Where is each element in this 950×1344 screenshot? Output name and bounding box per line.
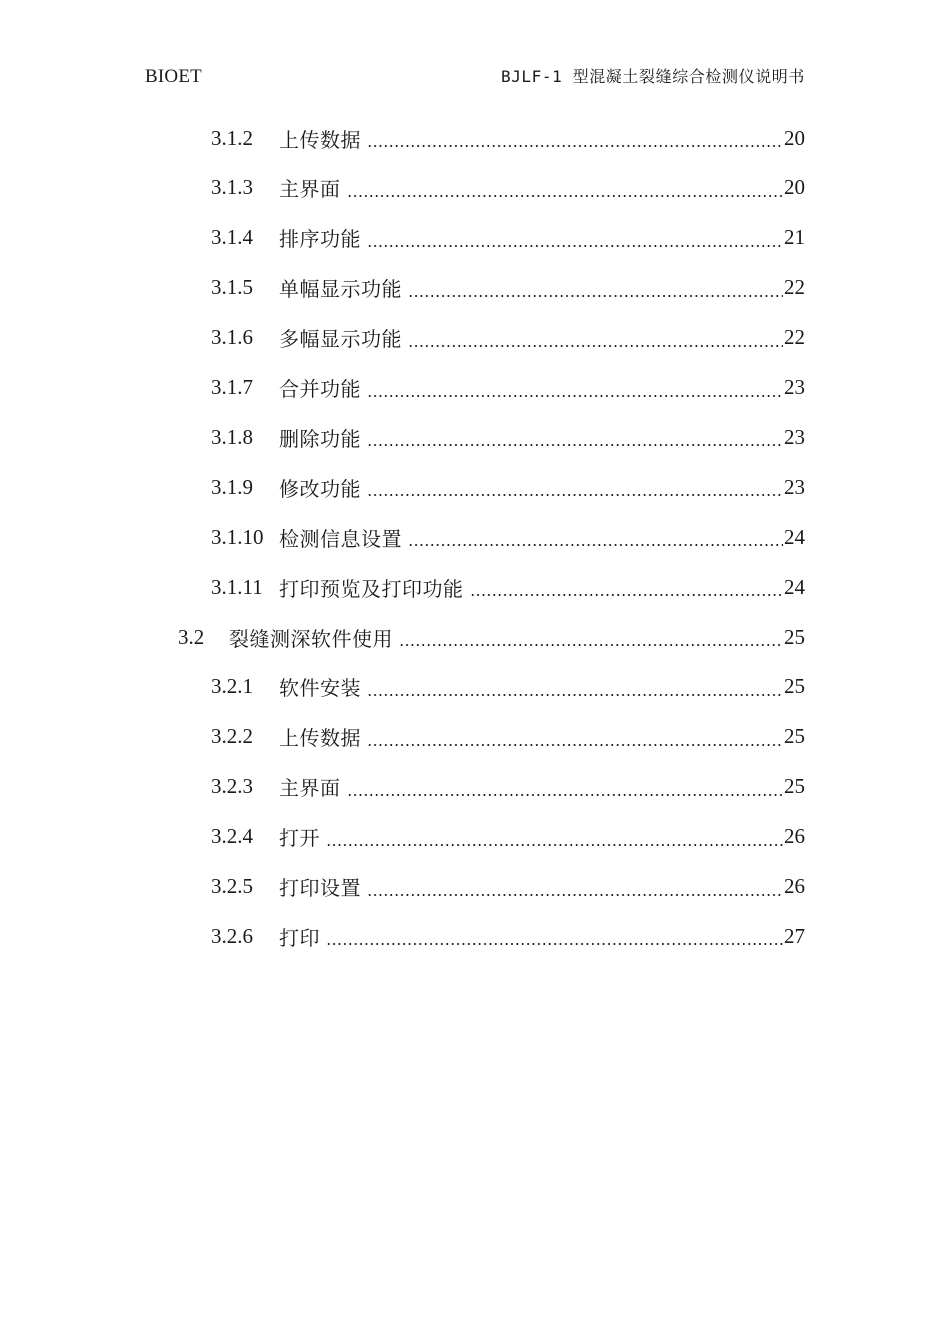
toc-entry-title: 上传数据 (279, 127, 361, 152)
toc-dot-leader (367, 694, 783, 696)
toc-entry-title: 合并功能 (279, 377, 361, 401)
toc-entry-title: 主界面 (279, 776, 341, 801)
toc-entry-page-number: 20 (784, 125, 805, 150)
toc-entry[interactable] (211, 862, 805, 912)
toc-entry-number: 3.1.2 (211, 125, 253, 150)
toc-entry-page-number: 24 (784, 524, 805, 549)
toc-entry-page-number: 26 (784, 824, 805, 849)
toc-entry-title: 打印设置 (279, 876, 361, 900)
toc-entry-number: 3.1.3 (211, 175, 253, 200)
toc-dot-leader (367, 744, 783, 746)
toc-entry-page-number: 25 (784, 774, 805, 799)
toc-entry-page-number: 21 (784, 225, 805, 250)
toc-entry-number: 3.1.7 (211, 375, 253, 399)
toc-entry[interactable] (211, 213, 805, 263)
toc-entry-page-number: 20 (784, 175, 805, 200)
toc-entry-title: 主界面 (279, 177, 341, 202)
toc-dot-leader (367, 894, 783, 896)
toc-entry-number: 3.1.5 (211, 275, 253, 300)
toc-entry-number: 3.1.8 (211, 424, 253, 449)
toc-dot-leader (326, 844, 783, 846)
toc-entry-number: 3.2.1 (211, 674, 253, 699)
toc-entry-number: 3.1.4 (211, 225, 253, 250)
toc-entry[interactable] (211, 113, 805, 163)
toc-entry-page-number: 25 (784, 624, 805, 649)
toc-entry[interactable] (211, 812, 805, 862)
header-document-title: BJLF-1 型混凝土裂缝综合检测仪说明书 (500, 67, 805, 86)
toc-entry[interactable] (211, 562, 805, 612)
toc-entry-number: 3.1.6 (211, 325, 253, 350)
toc-entry[interactable] (211, 911, 805, 961)
toc-entry-title: 单幅显示功能 (279, 277, 402, 302)
toc-dot-leader (326, 943, 783, 945)
toc-entry-page-number: 22 (784, 275, 805, 300)
toc-entry-page-number: 27 (784, 923, 805, 948)
toc-entry[interactable] (211, 712, 805, 762)
toc-entry-page-number: 26 (784, 874, 805, 898)
toc-entry-title: 多幅显示功能 (279, 327, 402, 352)
toc-entry[interactable] (211, 163, 805, 213)
toc-entry-number: 3.1.10 (211, 524, 264, 549)
toc-entry-title: 打开 (279, 826, 320, 851)
toc-entry-page-number: 25 (784, 724, 805, 749)
toc-entry-number: 3.2.6 (211, 923, 253, 948)
toc-entry-number: 3.2.4 (211, 824, 253, 849)
toc-entry-title: 修改功能 (279, 476, 361, 501)
toc-entry-page-number: 23 (784, 424, 805, 449)
toc-entry-number: 3.1.9 (211, 474, 253, 499)
toc-dot-leader (408, 544, 783, 546)
toc-dot-leader (470, 594, 784, 596)
toc-entry-page-number: 24 (784, 574, 805, 599)
toc-entry-page-number: 23 (784, 375, 805, 399)
toc-entry-page-number: 23 (784, 474, 805, 499)
toc-entry[interactable] (211, 662, 805, 712)
toc-entry-title: 排序功能 (279, 227, 361, 252)
toc-entry-title: 打印 (279, 925, 320, 950)
page-header (145, 64, 805, 94)
toc-entry-number: 3.2 (178, 624, 205, 649)
toc-entry-page-number: 25 (784, 674, 805, 699)
toc-entry[interactable] (178, 612, 805, 662)
toc-entry-title: 打印预览及打印功能 (279, 576, 464, 601)
toc-dot-leader (399, 644, 783, 646)
toc-entry-number: 3.2.2 (211, 724, 253, 749)
toc-entry-title: 裂缝测深软件使用 (229, 626, 393, 651)
toc-entry-title: 检测信息设置 (279, 526, 402, 551)
toc-entry[interactable] (211, 762, 805, 812)
toc-dot-leader (408, 345, 783, 347)
toc-entry-page-number: 22 (784, 325, 805, 350)
toc-entry[interactable] (211, 313, 805, 363)
toc-entry[interactable] (211, 512, 805, 562)
toc-dot-leader (367, 245, 783, 247)
toc-entry[interactable] (211, 462, 805, 512)
toc-entry-title: 上传数据 (279, 726, 361, 751)
toc-dot-leader (408, 295, 783, 297)
toc-dot-leader (367, 444, 783, 446)
toc-entry-number: 3.1.11 (211, 574, 263, 599)
toc-dot-leader (347, 794, 784, 796)
header-brand: BIOET (145, 66, 202, 87)
toc-dot-leader (367, 395, 783, 397)
toc-entry-title: 删除功能 (279, 426, 361, 451)
toc-entry[interactable] (211, 412, 805, 462)
toc-entry-title: 软件安装 (279, 676, 361, 701)
toc-entry[interactable] (211, 263, 805, 313)
toc-dot-leader (347, 195, 784, 197)
toc-dot-leader (367, 494, 783, 496)
toc-entry-number: 3.2.3 (211, 774, 253, 799)
toc-entry-number: 3.2.5 (211, 874, 253, 898)
toc-dot-leader (367, 145, 783, 147)
toc-entry[interactable] (211, 363, 805, 413)
